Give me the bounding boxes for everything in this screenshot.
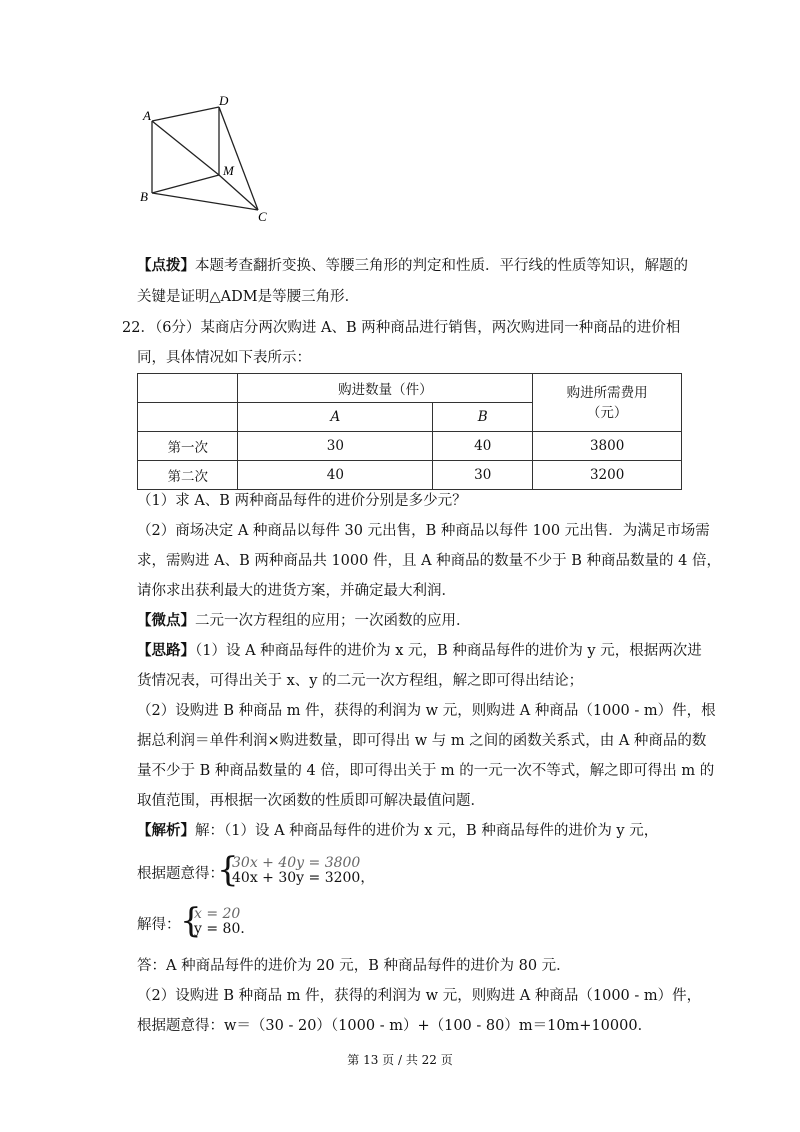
row-a: 40	[238, 461, 433, 490]
idea-line-1: 【思路】（1）设 A 种商品每件的进价为 x 元，B 种商品每件的进价为 y 元，根据两次进	[137, 642, 702, 659]
question-score: （6分）	[154, 320, 201, 336]
label-m: M	[223, 163, 234, 178]
label-c: C	[258, 209, 267, 224]
idea-tag: 【思路】	[137, 642, 195, 659]
analysis-line-1: 【解析】解：（1）设 A 种商品每件的进价为 x 元，B 种商品每件的进价为 y 元，	[137, 822, 659, 839]
question-line-2: 同，具体情况如下表所示：	[137, 350, 311, 366]
table-empty-cell	[138, 403, 238, 432]
point-line: 【微点】二元一次方程组的应用；一次函数的应用．	[137, 612, 471, 629]
question-line-1: 22．（6分）某商店分两次购进 A、B 两种商品进行销售，两次购进同一种商品的进价相	[122, 320, 681, 336]
page-footer: 第 13 页 / 共 22 页	[347, 1053, 453, 1067]
table-row	[138, 432, 682, 461]
solution-prefix: 解得：	[137, 917, 181, 933]
sub1: （1）求 A、B 两种商品每件的进价分别是多少元？	[137, 493, 467, 509]
header-col-a: A	[238, 403, 433, 432]
header-qty: 购进数量（件）	[238, 374, 533, 403]
purchase-table	[137, 373, 682, 490]
header-col-b: B	[433, 403, 533, 432]
part2-line-2: 根据题意得：w＝（30 - 20）（1000 - m）+（100 - 80）m＝10m+10000．	[137, 1018, 653, 1034]
tip-line-2: 关键是证明△ADM是等腰三角形．	[137, 289, 360, 305]
idea-line-2: 货情况表，可得出关于 x、y 的二元一次方程组，解之即可得出结论；	[137, 673, 584, 689]
geometry-figure	[135, 90, 285, 230]
equation-brace: {	[217, 850, 239, 890]
equation-prefix: 根据题意得：	[137, 866, 224, 882]
question-number: 22．	[122, 320, 155, 336]
sub2-line-3: 请你求出获利最大的进货方案，并确定最大利润．	[137, 583, 456, 599]
equation-1: 30x + 40y = 3800	[232, 855, 361, 871]
solution-1: x = 20	[194, 906, 241, 922]
row-label: 第二次	[138, 461, 238, 490]
analysis-tag: 【解析】	[137, 822, 195, 839]
equation-2: 40x + 30y = 3200，	[232, 870, 375, 886]
tip-line-1: 【点拨】本题考查翻折变换、等腰三角形的判定和性质．平行线的性质等知识，解题的	[137, 257, 688, 274]
label-d: D	[219, 93, 229, 108]
label-a: A	[143, 108, 151, 123]
idea-line-6: 取值范围，再根据一次函数的性质即可解决最值问题．	[137, 793, 485, 809]
row-a: 30	[238, 432, 433, 461]
row-label: 第一次	[138, 432, 238, 461]
solution-2: y = 80．	[194, 921, 255, 937]
row-b: 40	[433, 432, 533, 461]
part2-line-1: （2）设购进 B 种商品 m 件，获得的利润为 w 元，则购进 A 种商品（1000 - m）件，	[137, 988, 702, 1004]
row-cost: 3200	[533, 461, 682, 490]
point-tag: 【微点】	[137, 612, 195, 629]
idea-line-5: 量不少于 B 种商品数量的 4 倍，即可得出关于 m 的一元一次不等式，解之即可得出 m 的	[137, 763, 715, 779]
row-cost: 3800	[533, 432, 682, 461]
table-row	[138, 461, 682, 490]
row-b: 30	[433, 461, 533, 490]
table-corner-cell	[138, 374, 238, 403]
label-b: B	[140, 189, 148, 204]
tip-tag: 【点拨】	[137, 257, 195, 274]
idea-line-3: （2）设购进 B 种商品 m 件，获得的利润为 w 元，则购进 A 种商品（1000 - m）件，根	[137, 703, 716, 719]
answer-line: 答：A 种商品每件的进价为 20 元，B 种商品每件的进价为 80 元．	[137, 958, 571, 974]
idea-line-4: 据总利润＝单件利润×购进数量，即可得出 w 与 m 之间的函数关系式，由 A 种商品的数	[137, 733, 707, 749]
solution-brace: {	[180, 901, 202, 941]
sub2-line-2: 求，需购进 A、B 两种商品共 1000 件，且 A 种商品的数量不少于 B 种商品数量的 4 倍，	[137, 553, 721, 569]
sub2-line-1: （2）商场决定 A 种商品以每件 30 元出售，B 种商品以每件 100 元出售．为满足市场需	[137, 523, 710, 539]
header-cost: 购进所需费用（元）	[533, 374, 682, 432]
